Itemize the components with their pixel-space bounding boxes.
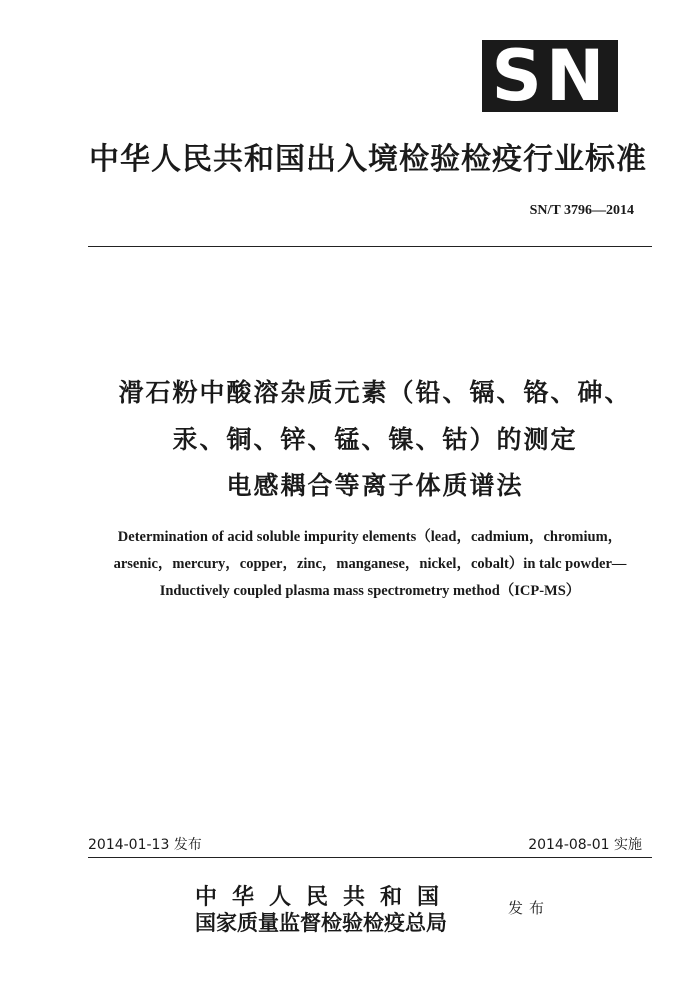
english-title-line-1: Determination of acid soluble impurity elements（lead，cadmium，chromium， <box>117 529 623 545</box>
chinese-title-line-3: 电感耦合等离子体质谱法 <box>226 471 524 500</box>
sn-logo <box>482 35 618 117</box>
footer-divider <box>88 857 652 858</box>
issuer-line-1: 中华人民共和国 <box>195 884 455 910</box>
issuer-block <box>195 886 454 933</box>
chinese-title-line-1: 滑石粉中酸溶杂质元素（铅、镉、铬、砷、 <box>118 378 632 407</box>
standard-code: SN/T 3796—2014 <box>529 203 634 218</box>
org-title: 中华人民共和国出入境检验检疫行业标准 <box>89 142 647 177</box>
sn-logo-text: SN <box>491 35 609 117</box>
issuer-action: 发布 <box>508 899 551 917</box>
english-title-line-3: Inductively coupled plasma mass spectrometry method（ICP-MS） <box>159 583 581 599</box>
chinese-title-line-2: 汞、铜、锌、锰、镍、钴）的测定 <box>172 425 578 454</box>
issue-date: 2014-01-13 发布 <box>88 837 202 853</box>
implementation-date: 2014-08-01 实施 <box>528 837 642 853</box>
issuer-line-2: 国家质量监督检验检疫总局 <box>195 910 447 935</box>
english-title-line-2: arsenic，mercury，copper，zinc，manganese，nickel，cobalt）in talc powder— <box>113 556 627 572</box>
header-divider <box>88 246 652 247</box>
